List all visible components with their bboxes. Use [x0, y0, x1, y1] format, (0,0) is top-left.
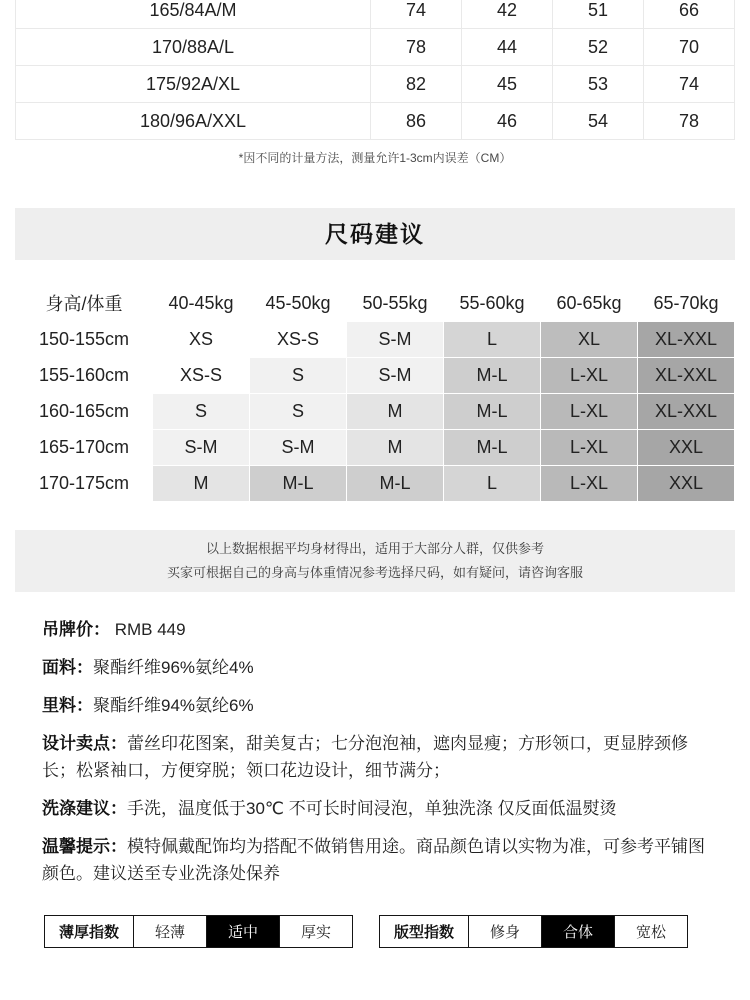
advice-size-cell: L-XL — [541, 358, 638, 394]
detail-label: 洗涤建议： — [42, 799, 127, 818]
detail-text: 聚酯纤维96%氨纶4% — [93, 658, 254, 677]
advice-size-cell: M-L — [444, 394, 541, 430]
advice-size-cell: M — [347, 394, 444, 430]
measurement-value: 82 — [371, 66, 462, 103]
advice-size-cell: M — [153, 466, 250, 502]
measurement-value: 44 — [462, 29, 553, 66]
advice-size-cell: S-M — [153, 430, 250, 466]
advice-header-cell: 身高/体重 — [16, 285, 153, 322]
index-bar-option: 合体 — [542, 916, 615, 947]
advice-size-cell: M-L — [444, 430, 541, 466]
footnote-line: 买家可根据自己的身高与体重情况参考选择尺码，如有疑问，请咨询客服 — [166, 565, 583, 580]
measurement-value: 70 — [644, 29, 735, 66]
advice-row — [16, 358, 735, 394]
advice-size-cell: M-L — [347, 466, 444, 502]
size-advice-table — [15, 284, 735, 502]
advice-size-cell: XXL — [638, 466, 735, 502]
index-bars — [44, 915, 750, 948]
measurement-value: 54 — [553, 103, 644, 140]
advice-header-cell: 45-50kg — [250, 285, 347, 322]
measurement-row — [16, 66, 735, 103]
index-bar-option: 宽松 — [615, 916, 687, 947]
advice-row — [16, 322, 735, 358]
measurement-value: 46 — [462, 103, 553, 140]
measurement-row — [16, 0, 735, 29]
measurement-value: 52 — [553, 29, 644, 66]
advice-size-cell: XS-S — [153, 358, 250, 394]
index-bar-option: 轻薄 — [134, 916, 207, 947]
measurement-value: 74 — [371, 0, 462, 29]
advice-header-cell: 40-45kg — [153, 285, 250, 322]
measurement-value: 42 — [462, 0, 553, 29]
footnote-line: 以上数据根据平均身材得出，适用于大部分人群，仅供参考 — [205, 541, 544, 556]
advice-size-cell: XS-S — [250, 322, 347, 358]
detail-item — [42, 616, 708, 643]
size-spec-label: 165/84A/M — [16, 0, 371, 29]
advice-size-cell: S-M — [250, 430, 347, 466]
size-advice-footnote — [15, 530, 735, 592]
advice-header-cell: 65-70kg — [638, 285, 735, 322]
detail-label: 温馨提示： — [42, 837, 127, 856]
measurement-value: 78 — [371, 29, 462, 66]
detail-text: 蕾丝印花图案，甜美复古；七分泡泡袖，遮肉显瘦；方形领口，更显脖颈修长；松紧袖口，方便穿脱；领口花边设计，细节满分； — [42, 734, 688, 780]
index-bar-option: 适中 — [207, 916, 280, 947]
detail-label: 设计卖点： — [42, 734, 127, 753]
detail-item — [42, 833, 708, 887]
index-bar — [44, 915, 353, 948]
index-bar — [379, 915, 688, 948]
index-bar-option: 修身 — [469, 916, 542, 947]
advice-size-cell: L — [444, 466, 541, 502]
size-spec-label: 170/88A/L — [16, 29, 371, 66]
measurement-table — [15, 0, 735, 140]
advice-size-cell: XS — [153, 322, 250, 358]
index-bar-label: 版型指数 — [380, 916, 469, 947]
detail-text: 聚酯纤维94%氨纶6% — [93, 696, 254, 715]
size-advice-header-row — [16, 285, 735, 322]
advice-header-cell: 60-65kg — [541, 285, 638, 322]
advice-size-cell: M — [347, 430, 444, 466]
detail-text: 手洗，温度低于30℃ 不可长时间浸泡，单独洗涤 仅反面低温熨烫 — [127, 799, 617, 818]
advice-size-cell: S-M — [347, 322, 444, 358]
advice-size-cell: S — [250, 394, 347, 430]
height-label: 170-175cm — [16, 466, 153, 502]
size-advice-title: 尺码建议 — [15, 208, 735, 260]
advice-size-cell: L-XL — [541, 466, 638, 502]
advice-size-cell: XXL — [638, 430, 735, 466]
advice-size-cell: L — [444, 322, 541, 358]
measurement-value: 74 — [644, 66, 735, 103]
advice-header-cell: 55-60kg — [444, 285, 541, 322]
measurement-value: 51 — [553, 0, 644, 29]
advice-size-cell: M-L — [250, 466, 347, 502]
detail-label: 里料： — [42, 696, 93, 715]
detail-label: 面料： — [42, 658, 93, 677]
detail-text: 模特佩戴配饰均为搭配不做销售用途。商品颜色请以实物为准，可参考平铺图颜色。建议送至专业洗涤处保养 — [42, 837, 705, 883]
advice-row — [16, 430, 735, 466]
measurement-row — [16, 103, 735, 140]
size-advice-table-body — [16, 322, 735, 502]
advice-size-cell: XL-XXL — [638, 394, 735, 430]
measurement-table-body — [16, 0, 735, 140]
detail-text: RMB 449 — [110, 620, 186, 639]
measurement-value: 86 — [371, 103, 462, 140]
measurement-value: 45 — [462, 66, 553, 103]
advice-row — [16, 466, 735, 502]
details — [42, 616, 708, 887]
advice-size-cell: S — [153, 394, 250, 430]
detail-item — [42, 730, 708, 784]
advice-size-cell: XL-XXL — [638, 322, 735, 358]
advice-size-cell: XL-XXL — [638, 358, 735, 394]
measurement-value: 78 — [644, 103, 735, 140]
size-spec-label: 175/92A/XL — [16, 66, 371, 103]
advice-size-cell: S — [250, 358, 347, 394]
size-spec-label: 180/96A/XXL — [16, 103, 371, 140]
measurement-row — [16, 29, 735, 66]
measurement-note: *因不同的计量方法，测量允许1-3cm内误差（CM） — [238, 151, 512, 165]
detail-item — [42, 654, 708, 681]
index-bar-label: 薄厚指数 — [45, 916, 134, 947]
height-label: 165-170cm — [16, 430, 153, 466]
detail-label: 吊牌价： — [42, 620, 110, 639]
measurement-value: 53 — [553, 66, 644, 103]
advice-row — [16, 394, 735, 430]
advice-size-cell: L-XL — [541, 394, 638, 430]
detail-item — [42, 795, 708, 822]
advice-size-cell: M-L — [444, 358, 541, 394]
detail-item — [42, 692, 708, 719]
height-label: 150-155cm — [16, 322, 153, 358]
index-bar-option: 厚实 — [280, 916, 352, 947]
advice-size-cell: L-XL — [541, 430, 638, 466]
measurement-value: 66 — [644, 0, 735, 29]
height-label: 160-165cm — [16, 394, 153, 430]
advice-header-cell: 50-55kg — [347, 285, 444, 322]
height-label: 155-160cm — [16, 358, 153, 394]
advice-size-cell: S-M — [347, 358, 444, 394]
advice-size-cell: XL — [541, 322, 638, 358]
